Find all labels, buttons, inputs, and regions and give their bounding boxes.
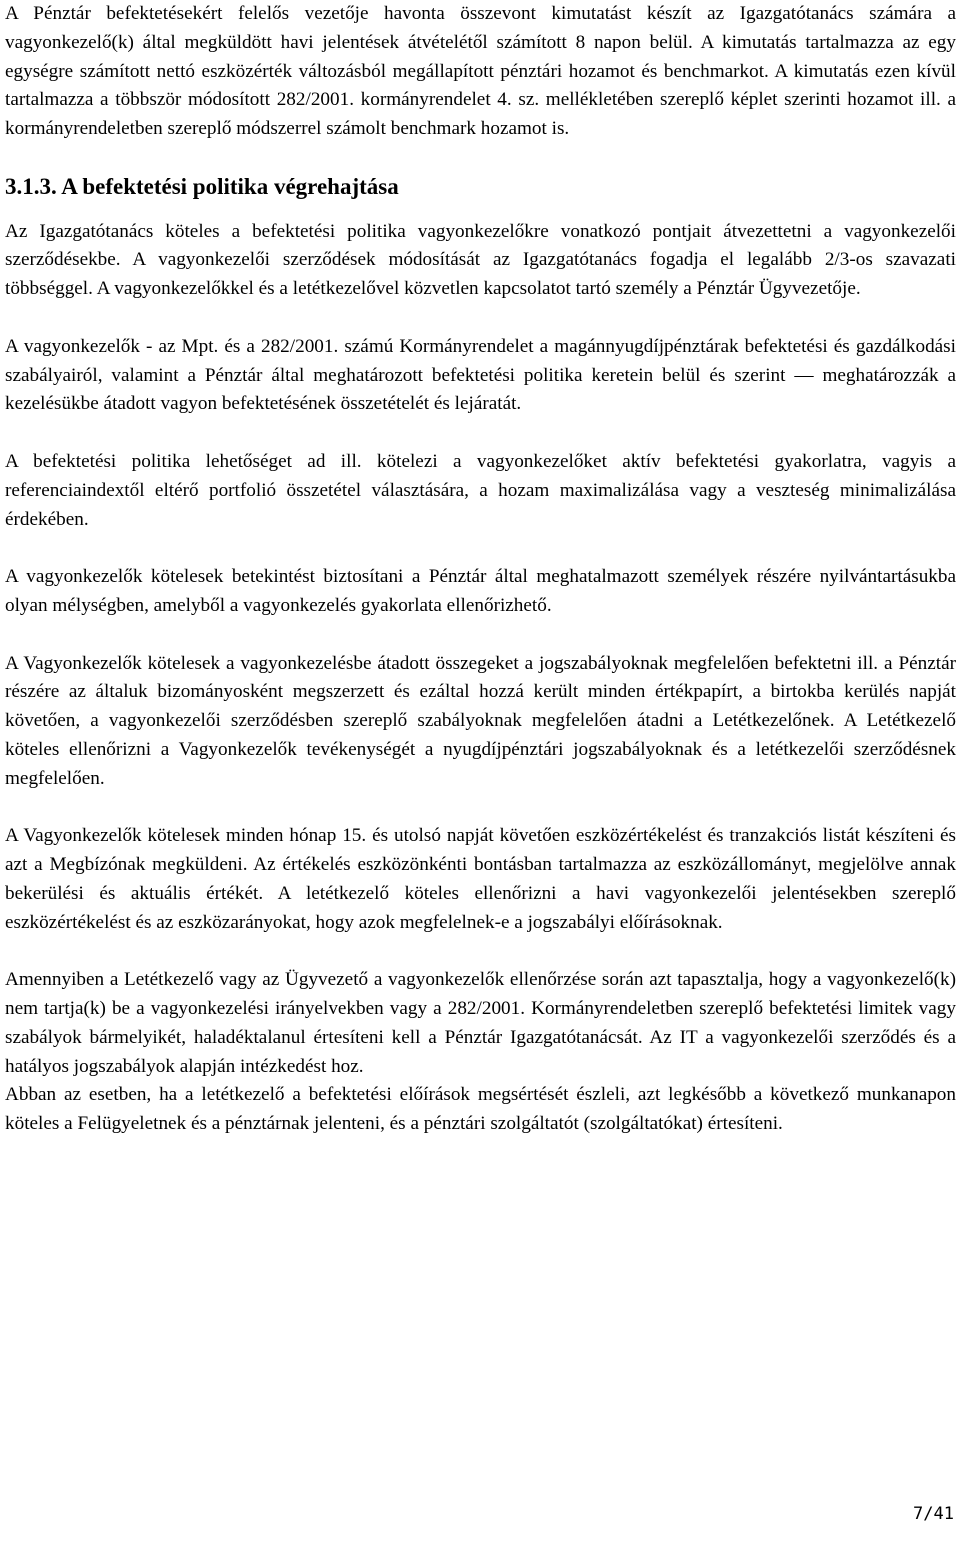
body-paragraph: Amennyiben a Letétkezelő vagy az Ügyvezető a vagyonkezelők ellenőrzése során azt tapasztalja, hogy a vagyonkezelő(k) nem tartja(k) be a vagyonkezelési irányelvekben vagy a 282/2001. Kormányrendeletben szereplő befektetési limitek vagy szabályok bármelyikét, haladéktalanul értesíteni kell a Pénztár Igazgatótanácsát. Az IT a vagyonkezelői szerződés és a hatályos jogszabályok alapján intézkedést hoz. xyxy=(5,969,956,1077)
intro-paragraph: A Pénztár befektetésekért felelős vezetője havonta összevont kimutatást készít az Igazgatótanács számára a vagyonkezelő(k) által megküldött havi jelentések átvételétől számított 8 napon belül. A kimutatás tartalmazza az egy egységre számított nettó eszközérték változásból megállapított pénztári hozamot és benchmarkot. A kimutatás ezen kívül tartalmazza a többször módosított 282/2001. kormányrendelet 4. sz. mellékletében szereplő képlet szerinti hozamot ill. a kormányrendeletben szereplő módszerrel számolt benchmark hozamot is. xyxy=(5,3,956,140)
body-paragraph: Abban az esetben, ha a letétkezelő a befektetési előírások megsértését észleli, azt legkésőbb a következő munkanapon köteles a Felügyeletnek és a pénztárnak jelenteni, és a pénztári szolgáltatót (szolgáltatókat) értesíteni. xyxy=(5,1084,956,1135)
document-page xyxy=(5,0,956,1139)
body-paragraph: Az Igazgatótanács köteles a befektetési politika vagyonkezelőkre vonatkozó pontjait átvezettetni a vagyonkezelői szerződésekbe. A vagyonkezelői szerződések módosítását az Igazgatótanács fogadja el legalább 2/3-os szavazati többséggel. A vagyonkezelőkkel és a letétkezelővel közvetlen kapcsolatot tartó személy a Pénztár Ügyvezetője. xyxy=(5,220,956,300)
body-paragraph: A befektetési politika lehetőséget ad ill. kötelezi a vagyonkezelőket aktív befektetési gyakorlatra, vagyis a referenciaindextől eltérő portfolió összetétel választására, a hozam maximalizálása vagy a veszteség minimalizálása érdekében. xyxy=(5,450,956,530)
body-paragraph: A Vagyonkezelők kötelesek a vagyonkezelésbe átadott összegeket a jogszabályoknak megfelelően befektetni ill. a Pénztár részére az általuk bizományosként megszerzett és ezáltal hozzá került minden értékpapírt, a birtokba kerülés napját követően, a vagyonkezelői szerződésben szereplő szabályoknak megfelelően átadni a Letétkezelőnek. A Letétkezelő köteles ellenőrizni a Vagyonkezelők tevékenységét a nyugdíjpénztári jogszabályoknak és a letétkezelői szerződésnek megfelelően. xyxy=(5,652,956,789)
section-heading: 3.1.3. A befektetési politika végrehajtása xyxy=(5,173,399,199)
page-number: 7/41 xyxy=(913,1504,954,1524)
body-paragraph: A Vagyonkezelők kötelesek minden hónap 15. és utolsó napját követően eszközértékelést és tranzakciós listát készíteni és azt a Megbízónak megküldeni. Az értékelés eszközönkénti bontásban tartalmazza az eszközállományt, megjelölve annak bekerülési és aktuális értékét. A letétkezelő köteles ellenőrizni a havi vagyonkezelői jelentésekben szereplő eszközértékelést és az eszközarányokat, hogy azok megfelelnek-e a jogszabályi előírásoknak. xyxy=(5,825,956,933)
body-paragraph: A vagyonkezelők kötelesek betekintést biztosítani a Pénztár által meghatalmazott személyek részére nyilvántartásukba olyan mélységben, amelyből a vagyonkezelés gyakorlata ellenőrizhető. xyxy=(5,566,956,616)
body-paragraph: A vagyonkezelők - az Mpt. és a 282/2001. számú Kormányrendelet a magánnyugdíjpénztárak befektetési és gazdálkodási szabályairól, valamint a Pénztár által meghatározott befektetési politika keretein belül és szerint — meghatározzák a kezelésükbe átadott vagyon befektetésének összetételét és lejáratát. xyxy=(5,335,956,415)
